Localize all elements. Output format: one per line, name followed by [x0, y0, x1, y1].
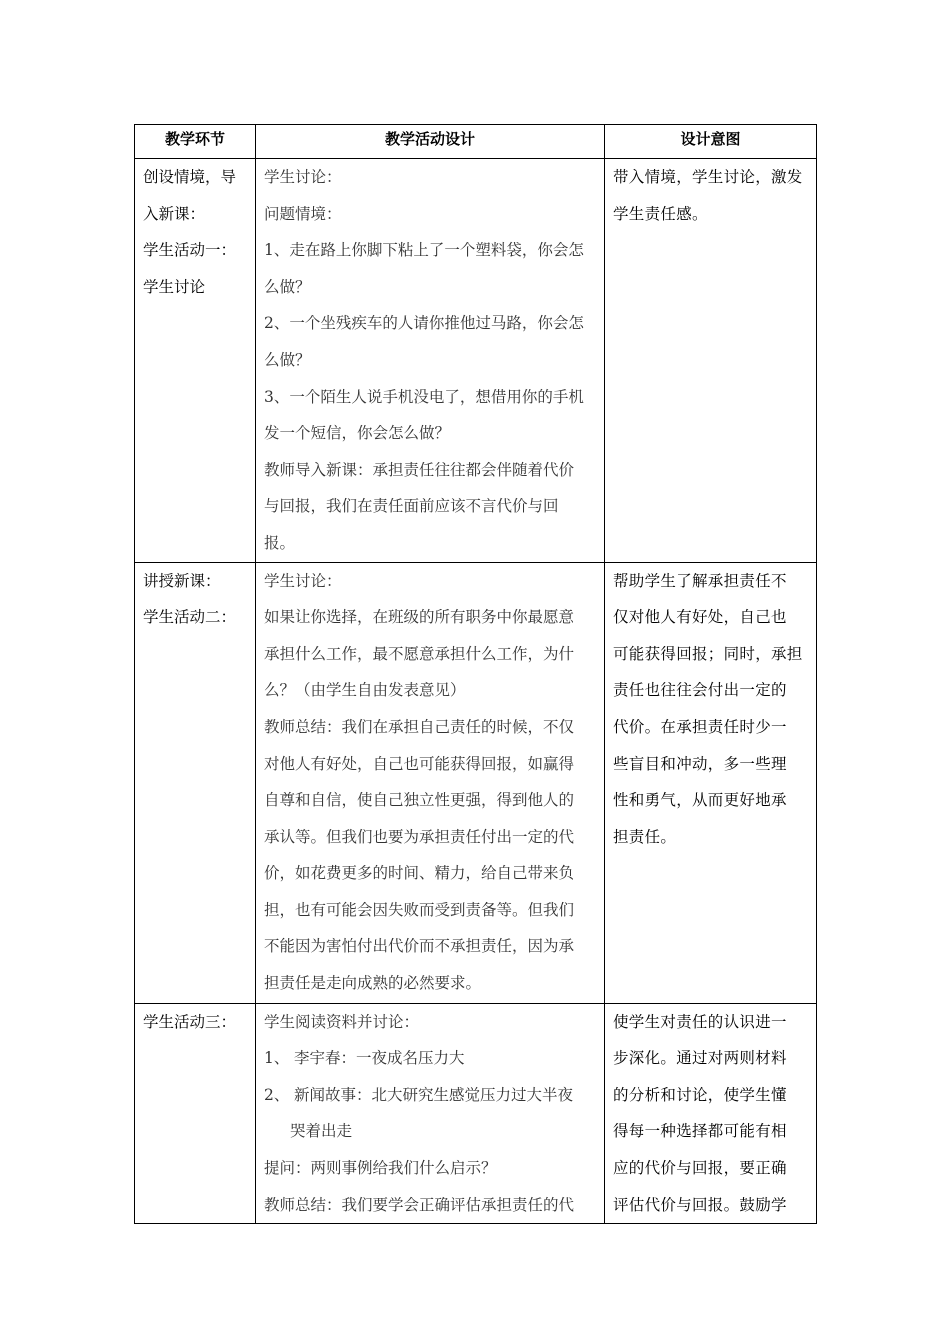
list-text-continued: 哭着出走	[290, 1122, 353, 1141]
intent-line: 性和勇气，从而更好地承	[613, 791, 787, 810]
intent-cell	[605, 562, 817, 1003]
activity-line: 教师总结：我们要学会正确评估承担责任的代	[264, 1195, 575, 1214]
intent-line: 些盲目和冲动，多一些理	[613, 754, 787, 773]
intent-cell	[605, 1003, 817, 1224]
intent-line: 仅对他人有好处，自己也	[613, 608, 787, 627]
intent-line: 帮助学生了解承担责任不	[613, 571, 787, 590]
table-header-row	[135, 125, 817, 159]
stage-line: 学生活动三：	[143, 1012, 237, 1031]
list-text: 新闻故事：北大研究生感觉压力过大半夜	[294, 1085, 574, 1104]
activity-line: 自尊和自信，使自己独立性更强，得到他人的	[264, 791, 575, 810]
activity-line: 与回报，我们在责任面前应该不言代价与回	[264, 497, 559, 516]
list-number: 2、	[264, 1085, 290, 1104]
intent-line: 的分析和讨论，使学生懂	[613, 1085, 787, 1104]
activity-line: 提问：两则事例给我们什么启示？	[264, 1158, 497, 1177]
header-intent: 设计意图	[605, 125, 817, 159]
activity-line: 对他人有好处，自己也可能获得回报，如赢得	[264, 754, 575, 773]
activity-cell	[256, 1003, 605, 1224]
activity-cell	[256, 159, 605, 563]
header-stage: 教学环节	[135, 125, 256, 159]
activity-cell	[256, 562, 605, 1003]
list-item	[264, 1077, 596, 1114]
activity-line: 么做？	[264, 350, 311, 369]
stage-line: 讲授新课：	[143, 571, 221, 590]
stage-line: 入新课：	[143, 204, 206, 223]
stage-cell	[135, 1003, 256, 1224]
activity-line: 教师总结：我们在承担自己责任的时候，不仅	[264, 717, 575, 736]
intent-line: 使学生对责任的认识进一	[613, 1012, 787, 1031]
header-activity: 教学活动设计	[256, 125, 605, 159]
stage-cell	[135, 562, 256, 1003]
activity-line: 学生讨论：	[264, 168, 342, 186]
table-row	[135, 159, 817, 563]
list-item	[264, 1040, 596, 1077]
table-row	[135, 1003, 817, 1224]
activity-line: 2、一个坐残疾车的人请你推他过马路，你会怎	[264, 314, 584, 333]
intent-line: 步深化。通过对两则材料	[613, 1049, 787, 1068]
activity-line: 问题情境：	[264, 204, 342, 223]
stage-cell	[135, 159, 256, 563]
activity-line: 1、走在路上你脚下粘上了一个塑料袋，你会怎	[264, 241, 584, 260]
activity-line: 3、一个陌生人说手机没电了，想借用你的手机	[264, 387, 584, 406]
list-number: 1、	[264, 1049, 290, 1068]
list-text: 李宇春：一夜成名压力大	[294, 1049, 465, 1068]
lesson-plan-table	[134, 124, 817, 1224]
intent-line: 应的代价与回报，要正确	[613, 1158, 787, 1177]
activity-line: 承认等。但我们也要为承担责任付出一定的代	[264, 827, 575, 846]
stage-line: 学生活动一：	[143, 241, 237, 260]
intent-line: 得每一种选择都可能有相	[613, 1122, 787, 1141]
stage-line: 创设情境，导	[143, 168, 237, 186]
table-row	[135, 562, 817, 1003]
intent-line: 可能获得回报；同时，承担	[613, 644, 803, 663]
activity-line: 承担什么工作，最不愿意承担什么工作，为什	[264, 644, 575, 663]
intent-line: 责任也往往会付出一定的	[613, 681, 787, 700]
stage-line: 学生活动二：	[143, 608, 237, 627]
activity-line: 学生讨论：	[264, 571, 342, 590]
intent-line: 评估代价与回报。鼓励学	[613, 1195, 787, 1214]
activity-line: 教师导入新课：承担责任往往都会伴随着代价	[264, 460, 575, 479]
activity-line: 么做？	[264, 277, 311, 296]
activity-line: 么？（由学生自由发表意见）	[264, 681, 466, 700]
activity-line: 学生阅读资料并讨论：	[264, 1012, 420, 1031]
activity-line: 价，如花费更多的时间、精力，给自己带来负	[264, 864, 575, 883]
activity-line: 不能因为害怕付出代价而不承担责任，因为承	[264, 937, 575, 956]
activity-line: 发一个短信，你会怎么做？	[264, 424, 451, 443]
activity-line: 报。	[264, 533, 296, 552]
stage-line: 学生讨论	[143, 277, 206, 296]
intent-line: 学生责任感。	[613, 204, 708, 223]
intent-line: 代价。在承担责任时少一	[613, 717, 787, 736]
intent-line: 担责任。	[613, 827, 677, 846]
activity-line: 担，也有可能会因失败而受到责备等。但我们	[264, 900, 575, 919]
activity-line: 如果让你选择，在班级的所有职务中你最愿意	[264, 608, 575, 627]
intent-cell	[605, 159, 817, 563]
activity-line: 担责任是走向成熟的必然要求。	[264, 974, 482, 993]
intent-line: 带入情境，学生讨论，激发	[613, 168, 803, 186]
